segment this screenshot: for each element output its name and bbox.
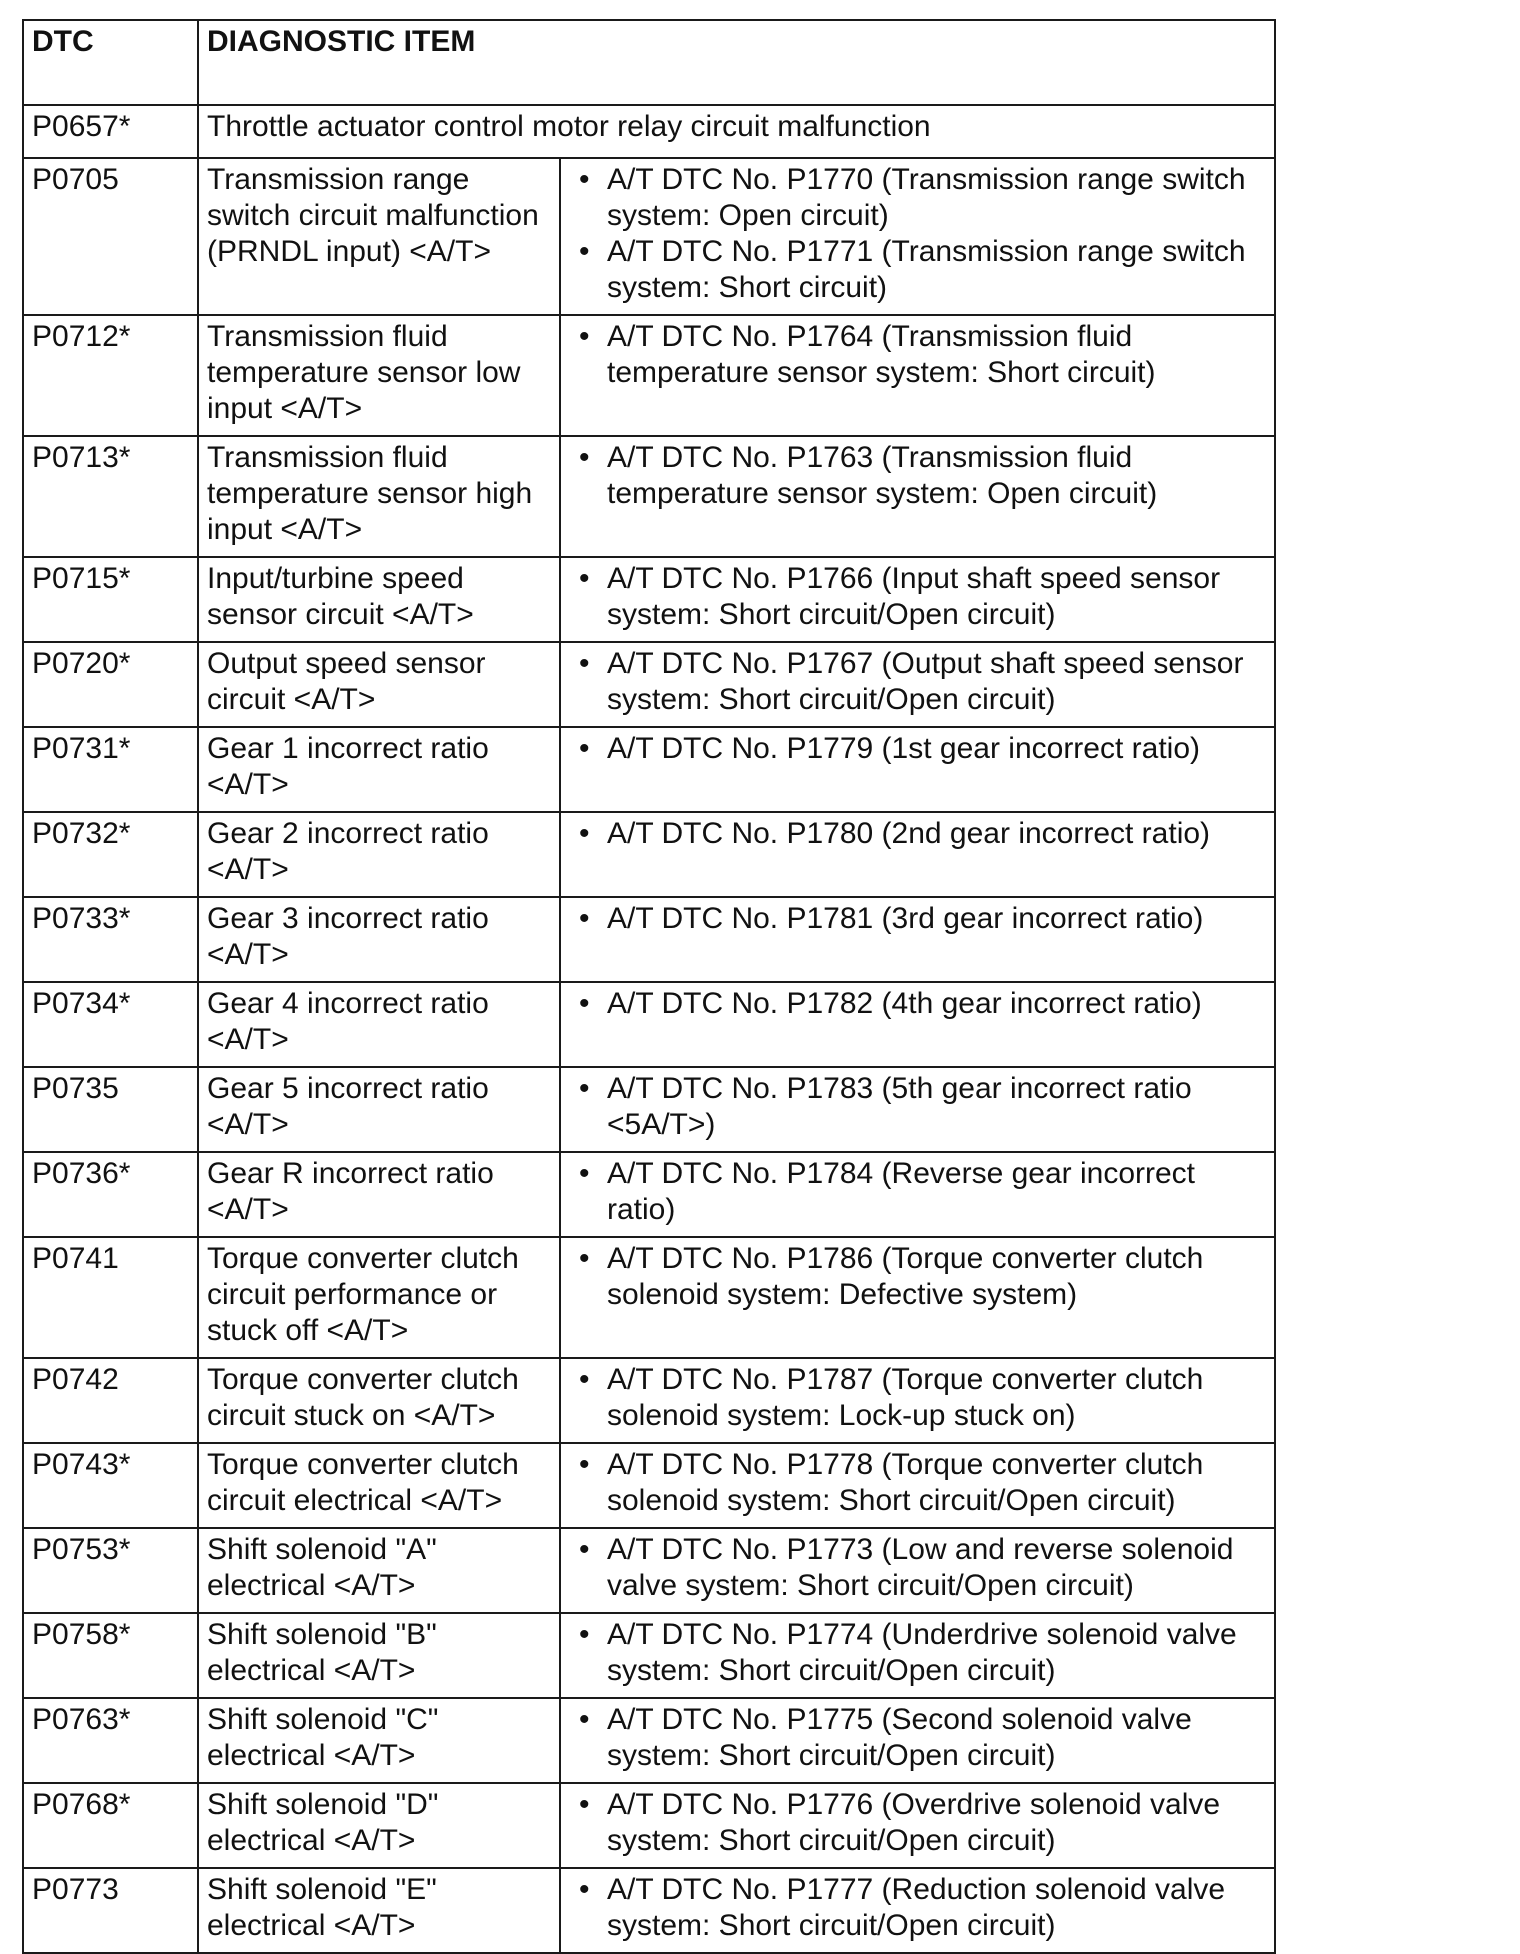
related-dtc-list (569, 440, 1266, 512)
related-dtc-item: • A/T DTC No. P1775 (Second solenoid valve system: Short circuit/Open circuit) (569, 1702, 1266, 1774)
diagnostic-item: Shift solenoid "C" electrical <A/T> (198, 1698, 560, 1783)
dtc-code: P0753* (23, 1528, 198, 1613)
dtc-code: P0736* (23, 1152, 198, 1237)
header-dtc: DTC (23, 20, 198, 105)
diagnostic-item: Shift solenoid "A" electrical <A/T> (198, 1528, 560, 1613)
dtc-code: P0742 (23, 1358, 198, 1443)
table-row (23, 105, 1275, 158)
dtc-code: P0763* (23, 1698, 198, 1783)
related-dtc-list (569, 1872, 1266, 1944)
diagnostic-item: Gear 5 incorrect ratio <A/T> (198, 1067, 560, 1152)
dtc-code: P0743* (23, 1443, 198, 1528)
related-dtc-item: • A/T DTC No. P1777 (Reduction solenoid valve system: Short circuit/Open circuit) (569, 1872, 1266, 1944)
diagnostic-item: Torque converter clutch circuit stuck on <A/T> (198, 1358, 560, 1443)
dtc-code: P0715* (23, 557, 198, 642)
related-dtc-list (569, 561, 1266, 633)
related-dtc-cell (560, 1613, 1275, 1698)
dtc-code: P0741 (23, 1237, 198, 1358)
dtc-code: P0720* (23, 642, 198, 727)
related-dtc-list (569, 1447, 1266, 1519)
related-dtc-cell (560, 1358, 1275, 1443)
dtc-code: P0735 (23, 1067, 198, 1152)
table-row (23, 1237, 1275, 1358)
dtc-code: P0713* (23, 436, 198, 557)
dtc-code: P0657* (23, 105, 198, 158)
related-dtc-list (569, 1362, 1266, 1434)
diagnostic-item: Throttle actuator control motor relay circuit malfunction (198, 105, 1275, 158)
table-body (23, 105, 1275, 1953)
diagnostic-item: Torque converter clutch circuit performance or stuck off <A/T> (198, 1237, 560, 1358)
related-dtc-list (569, 816, 1266, 852)
related-dtc-list (569, 1617, 1266, 1689)
related-dtc-cell (560, 1237, 1275, 1358)
diagnostic-item: Output speed sensor circuit <A/T> (198, 642, 560, 727)
related-dtc-item: • A/T DTC No. P1778 (Torque converter clutch solenoid system: Short circuit/Open circuit) (569, 1447, 1266, 1519)
related-dtc-list (569, 1156, 1266, 1228)
related-dtc-item: • A/T DTC No. P1767 (Output shaft speed sensor system: Short circuit/Open circuit) (569, 646, 1266, 718)
table-row (23, 727, 1275, 812)
header-diagnostic-item: DIAGNOSTIC ITEM (198, 20, 1275, 105)
diagnostic-item: Torque converter clutch circuit electrical <A/T> (198, 1443, 560, 1528)
related-dtc-list (569, 731, 1266, 767)
related-dtc-list (569, 319, 1266, 391)
dtc-code: P0773 (23, 1868, 198, 1953)
table-row (23, 1698, 1275, 1783)
related-dtc-item: • A/T DTC No. P1779 (1st gear incorrect ratio) (569, 731, 1266, 767)
dtc-code: P0734* (23, 982, 198, 1067)
related-dtc-cell (560, 727, 1275, 812)
related-dtc-cell (560, 158, 1275, 315)
table-row (23, 1152, 1275, 1237)
table-row (23, 1783, 1275, 1868)
related-dtc-cell (560, 982, 1275, 1067)
related-dtc-cell (560, 436, 1275, 557)
table-row (23, 1358, 1275, 1443)
related-dtc-cell (560, 1528, 1275, 1613)
dtc-code: P0733* (23, 897, 198, 982)
related-dtc-cell (560, 1783, 1275, 1868)
related-dtc-cell (560, 812, 1275, 897)
table-row (23, 1868, 1275, 1953)
table-row (23, 158, 1275, 315)
related-dtc-item: • A/T DTC No. P1784 (Reverse gear incorrect ratio) (569, 1156, 1266, 1228)
table-row (23, 315, 1275, 436)
related-dtc-item: • A/T DTC No. P1773 (Low and reverse solenoid valve system: Short circuit/Open circuit) (569, 1532, 1266, 1604)
related-dtc-item: • A/T DTC No. P1783 (5th gear incorrect ratio <5A/T>) (569, 1071, 1266, 1143)
related-dtc-cell (560, 1443, 1275, 1528)
related-dtc-item: • A/T DTC No. P1763 (Transmission fluid temperature sensor system: Open circuit) (569, 440, 1266, 512)
related-dtc-list (569, 1787, 1266, 1859)
related-dtc-list (569, 1702, 1266, 1774)
diagnostic-item: Gear R incorrect ratio <A/T> (198, 1152, 560, 1237)
diagnostic-item: Transmission fluid temperature sensor high input <A/T> (198, 436, 560, 557)
table-row (23, 436, 1275, 557)
table-header-row (23, 20, 1275, 105)
related-dtc-list (569, 901, 1266, 937)
related-dtc-item: • A/T DTC No. P1787 (Torque converter clutch solenoid system: Lock-up stuck on) (569, 1362, 1266, 1434)
table-row (23, 1067, 1275, 1152)
related-dtc-item: • A/T DTC No. P1776 (Overdrive solenoid valve system: Short circuit/Open circuit) (569, 1787, 1266, 1859)
related-dtc-list (569, 1532, 1266, 1604)
related-dtc-cell (560, 315, 1275, 436)
diagnostic-item: Shift solenoid "E" electrical <A/T> (198, 1868, 560, 1953)
related-dtc-list (569, 986, 1266, 1022)
related-dtc-list (569, 646, 1266, 718)
related-dtc-item: • A/T DTC No. P1774 (Underdrive solenoid valve system: Short circuit/Open circuit) (569, 1617, 1266, 1689)
related-dtc-cell (560, 1868, 1275, 1953)
diagnostic-item: Transmission range switch circuit malfunction (PRNDL input) <A/T> (198, 158, 560, 315)
diagnostic-item: Input/turbine speed sensor circuit <A/T> (198, 557, 560, 642)
related-dtc-cell (560, 1067, 1275, 1152)
dtc-code: P0705 (23, 158, 198, 315)
diagnostic-item: Gear 3 incorrect ratio <A/T> (198, 897, 560, 982)
diagnostic-item: Gear 4 incorrect ratio <A/T> (198, 982, 560, 1067)
related-dtc-cell (560, 1698, 1275, 1783)
related-dtc-list (569, 162, 1266, 306)
dtc-code: P0732* (23, 812, 198, 897)
dtc-table (22, 19, 1276, 1954)
table-row (23, 812, 1275, 897)
related-dtc-item: • A/T DTC No. P1781 (3rd gear incorrect ratio) (569, 901, 1266, 937)
diagnostic-item: Shift solenoid "B" electrical <A/T> (198, 1613, 560, 1698)
dtc-code: P0758* (23, 1613, 198, 1698)
related-dtc-item: • A/T DTC No. P1770 (Transmission range switch system: Open circuit) (569, 162, 1266, 234)
table-row (23, 982, 1275, 1067)
related-dtc-list (569, 1241, 1266, 1313)
related-dtc-item: • A/T DTC No. P1782 (4th gear incorrect ratio) (569, 986, 1266, 1022)
dtc-code: P0731* (23, 727, 198, 812)
related-dtc-item: • A/T DTC No. P1780 (2nd gear incorrect ratio) (569, 816, 1266, 852)
dtc-code: P0768* (23, 1783, 198, 1868)
table-row (23, 1443, 1275, 1528)
table-row (23, 1528, 1275, 1613)
related-dtc-cell (560, 1152, 1275, 1237)
related-dtc-item: • A/T DTC No. P1766 (Input shaft speed sensor system: Short circuit/Open circuit) (569, 561, 1266, 633)
related-dtc-cell (560, 642, 1275, 727)
diagnostic-item: Transmission fluid temperature sensor low input <A/T> (198, 315, 560, 436)
dtc-code: P0712* (23, 315, 198, 436)
table-row (23, 557, 1275, 642)
diagnostic-item: Shift solenoid "D" electrical <A/T> (198, 1783, 560, 1868)
related-dtc-item: • A/T DTC No. P1771 (Transmission range switch system: Short circuit) (569, 234, 1266, 306)
table-row (23, 897, 1275, 982)
related-dtc-cell (560, 897, 1275, 982)
related-dtc-item: • A/T DTC No. P1786 (Torque converter clutch solenoid system: Defective system) (569, 1241, 1266, 1313)
related-dtc-item: • A/T DTC No. P1764 (Transmission fluid temperature sensor system: Short circuit) (569, 319, 1266, 391)
table-row (23, 642, 1275, 727)
diagnostic-item: Gear 2 incorrect ratio <A/T> (198, 812, 560, 897)
diagnostic-item: Gear 1 incorrect ratio <A/T> (198, 727, 560, 812)
table-row (23, 1613, 1275, 1698)
related-dtc-cell (560, 557, 1275, 642)
related-dtc-list (569, 1071, 1266, 1143)
